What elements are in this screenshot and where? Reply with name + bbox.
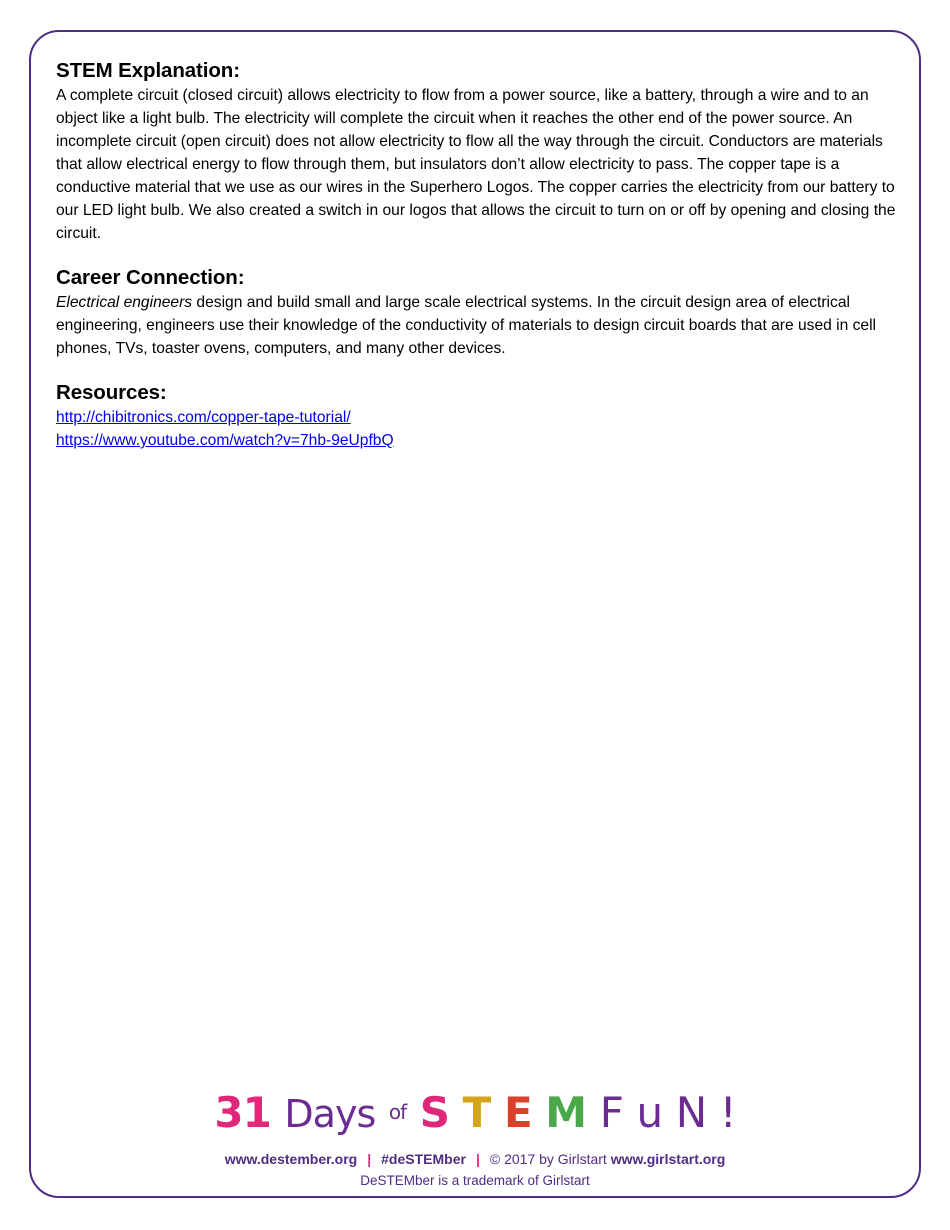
stem-explanation-text: A complete circuit (closed circuit) allows electricity to flow from a power source, like a battery, through a wire and to an object like a light bulb. The electricity will complete the circuit when it reaches the other end of the power source. An incomplete circuit (open circuit) does not allow electricity to flow all the way through the circuit. Conductors are materials that allow electrical energy to flow through them, but insulators don’t allow electricity to pass. The copper tape is a conductive material that we use as our wires in the Superhero Logos. The copper carries the electricity from our battery to our LED light bulb. We also created a switch in our logos that allows the circuit to turn on or off by opening and closing the circuit.: [56, 87, 896, 242]
career-connection-section: [56, 265, 896, 360]
logo-f: F: [599, 1088, 623, 1137]
logo-of: of: [388, 1100, 407, 1124]
stem-explanation-section: [56, 58, 896, 245]
logo-t: T: [462, 1088, 491, 1137]
resource-link-chibitronics[interactable]: http://chibitronics.com/copper-tape-tutorial/: [56, 409, 351, 426]
document-content: [56, 58, 896, 472]
resource-link-youtube[interactable]: https://www.youtube.com/watch?v=7hb-9eUpfbQ: [56, 432, 394, 449]
footer-site-girlstart[interactable]: www.girlstart.org: [610, 1151, 726, 1167]
resources-section: [56, 380, 896, 452]
career-connection-body: design and build small and large scale electrical systems. In the circuit design area of electrical engineering, engineers use their knowledge of the conductivity of materials to design circuit boards that are used in cell phones, TVs, toaster ovens, computers, and many other devices.: [56, 294, 877, 357]
career-title-italic: Electrical engineers: [56, 294, 193, 311]
logo-days: Days: [284, 1092, 376, 1136]
logo-31: 31: [214, 1088, 271, 1137]
footer-separator: |: [367, 1151, 372, 1167]
logo-m: M: [545, 1088, 587, 1137]
logo-e: E: [503, 1088, 532, 1137]
footer-hashtag: #deSTEMber: [381, 1151, 466, 1167]
footer-trademark: DeSTEMber is a trademark of Girlstart: [360, 1173, 590, 1188]
logo-u: u: [636, 1088, 663, 1137]
footer-copyright: © 2017 by Girlstart: [489, 1151, 607, 1167]
logo-n: N: [675, 1088, 707, 1137]
footer-separator: |: [475, 1151, 480, 1167]
footer-site-destember[interactable]: www.destember.org: [224, 1151, 358, 1167]
footer-links: [0, 1151, 950, 1167]
resources-heading: Resources:: [56, 381, 167, 404]
logo-exclaim: !: [719, 1088, 736, 1137]
destember-logo: [0, 1088, 950, 1137]
career-connection-text: [56, 291, 896, 360]
logo-s: S: [419, 1088, 450, 1137]
stem-explanation-heading: STEM Explanation:: [56, 59, 240, 82]
career-connection-heading: Career Connection:: [56, 266, 245, 289]
